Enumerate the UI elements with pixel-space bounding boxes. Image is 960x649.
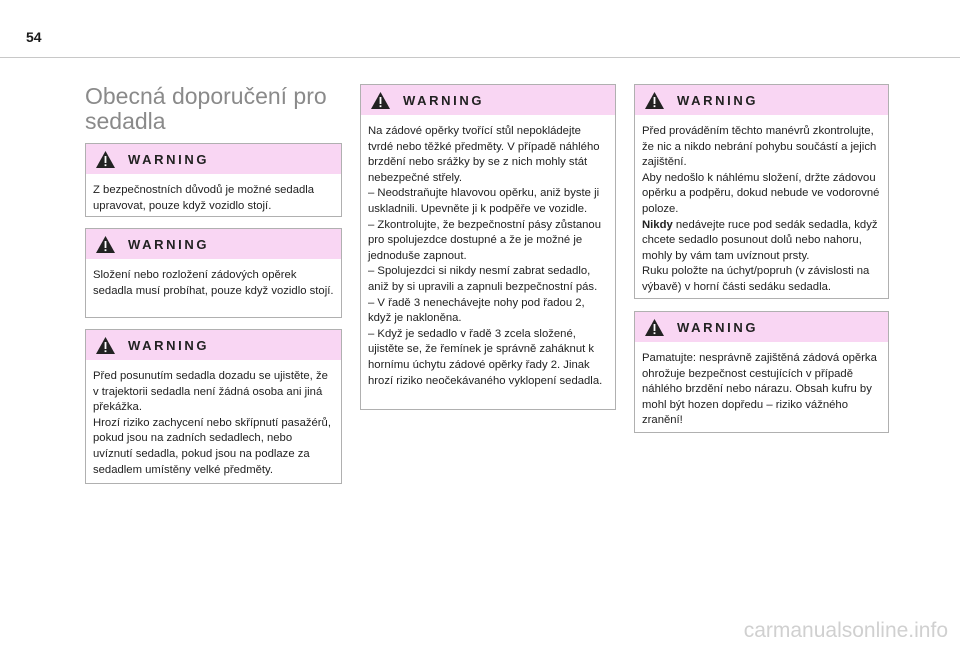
warning-header <box>86 330 341 360</box>
warning-box-6 <box>634 311 889 433</box>
warning-label: WARNING <box>128 338 210 353</box>
watermark: carmanualsonline.info <box>743 619 948 642</box>
warning-triangle-icon <box>95 150 116 169</box>
warning-paragraph: Z bezpečnostních důvodů je možné sedadla upravovat, pouze když vozidlo stojí. <box>93 184 315 212</box>
warning-list-item: – V řadě 3 nenechávejte nohy pod řadou 2, když je nakloněna. <box>368 296 585 325</box>
warning-box-2 <box>85 228 342 318</box>
warning-list-item: – Neodstraňujte hlavovou opěrku, aniž byste ji uskladnili. Upevněte ji k podpěře ve vozidle. <box>368 187 600 215</box>
header-rule <box>0 57 960 58</box>
warning-box-4 <box>360 84 616 410</box>
warning-header <box>86 144 341 174</box>
warning-paragraph: Před prováděním těchto manévrů zkontrolujte, že nic a nikdo nebrání pohybu součástí a jejich zajištění. <box>642 125 877 169</box>
warning-label: WARNING <box>128 152 210 167</box>
warning-list-item: – Zkontrolujte, že bezpečnostní pásy zůstanou pro spolujezdce dostupné a že je možné je jednoduše zapnout. <box>368 218 601 262</box>
warning-box-1 <box>85 143 342 217</box>
warning-paragraph: Na zádové opěrky tvořící stůl nepokládejte tvrdé nebo těžké předměty. V případě náhlého brzdění nebo srážky by se z nich mohly stát nebezpečné střely. <box>368 125 600 184</box>
warning-text <box>635 342 888 437</box>
warning-text <box>86 360 341 486</box>
warning-text <box>86 259 341 307</box>
warning-box-5 <box>634 84 889 299</box>
warning-list-item: – Spolujezdci si nikdy nesmí zabrat sedadlo, aniž by si upravili a zapnuli bezpečnostní pás. <box>368 265 598 293</box>
warning-triangle-icon <box>644 318 665 337</box>
warning-paragraph: Ruku položte na úchyt/popruh (v závislosti na výbavě) v horní části sedáku sedadla. <box>642 265 870 293</box>
warning-box-3 <box>85 329 342 484</box>
warning-paragraph: Pamatujte: nesprávně zajištěná zádová opěrka ohrožuje bezpečnost cestujících v případě náhlého brzdění nebo nárazu. Obsah kufru by mohl být hozen dopředu – riziko vážného zranění! <box>642 352 877 427</box>
warning-label: WARNING <box>128 237 210 252</box>
warning-paragraph <box>642 218 881 265</box>
warning-sentence: nedávejte ruce pod sedák sedadla, když chcete sedadlo posunout dolů nebo nahoru, mohly by vám tam uvíznout prsty. <box>642 218 878 262</box>
page-number: 54 <box>26 29 42 45</box>
warning-triangle-icon <box>95 235 116 254</box>
warning-header <box>86 229 341 259</box>
warning-header <box>361 85 615 115</box>
warning-text <box>635 115 888 304</box>
warning-text <box>361 115 615 397</box>
warning-text <box>86 174 341 222</box>
warning-header <box>635 312 888 342</box>
warning-triangle-icon <box>95 336 116 355</box>
warning-label: WARNING <box>677 320 759 335</box>
bold-emphasis: Nikdy <box>642 218 673 231</box>
warning-paragraph: Složení nebo rozložení zádových opěrek sedadla musí probíhat, pouze když vozidlo stojí. <box>93 269 334 297</box>
warning-paragraph: Před posunutím sedadla dozadu se ujistěte, že v trajektorii sedadla není žádná osoba ani jiná překážka. <box>93 370 328 414</box>
warning-triangle-icon <box>644 91 665 110</box>
warning-triangle-icon <box>370 91 391 110</box>
warning-paragraph: Hrozí riziko zachycení nebo skřípnutí pasažérů, pokud jsou na zadních sedadlech, nebo uvíznutí sedadla, pokud jsou na podlaze za sedadlem umístěny velké předměty. <box>93 416 331 476</box>
warning-list-item: – Když je sedadlo v řadě 3 zcela složené, ujistěte se, že řemínek je správně zaháknut k hornímu úchytu zádové opěrky řady 2. Jinak hrozí riziko neočekávaného vyklopení sedadla. <box>368 327 603 387</box>
warning-label: WARNING <box>677 93 759 108</box>
warning-label: WARNING <box>403 93 485 108</box>
page-title: Obecná doporučení pro sedadla <box>85 83 327 134</box>
warning-header <box>635 85 888 115</box>
warning-paragraph: Aby nedošlo k náhlému složení, držte zádovou opěrku a podpěru, dokud nebude ve vodorovné poloze. <box>642 171 880 215</box>
